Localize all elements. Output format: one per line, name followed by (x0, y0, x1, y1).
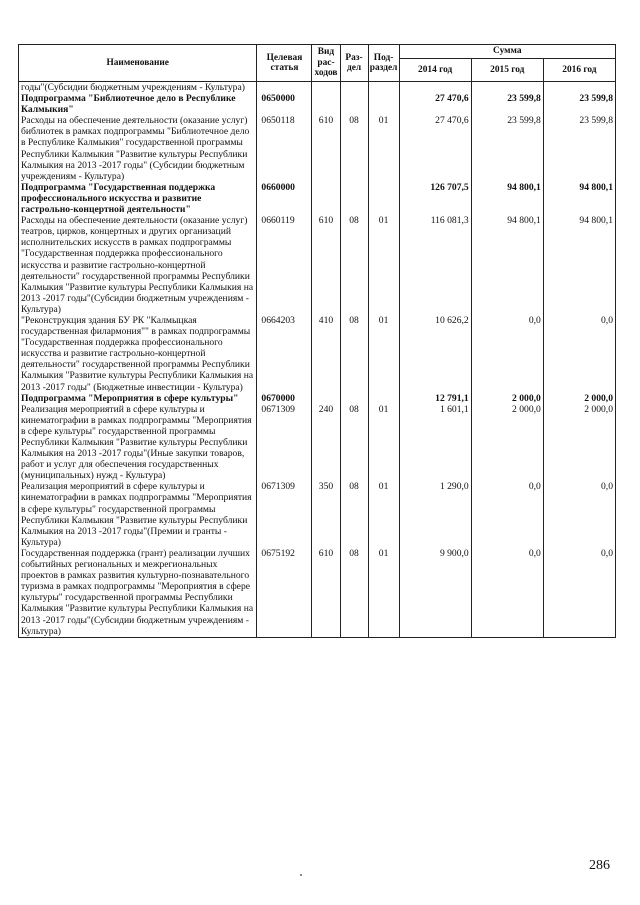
page-number: 286 (589, 858, 610, 873)
header-code: Целевая статья (257, 45, 312, 82)
row-podrazdel: 01 (368, 215, 399, 315)
row-name: Расходы на обеспечение деятельности (оказание услуг) театров, цирков, концертных и других организаций исполнительских искусств в рамках подпрограммы "Государственная поддержка профессионального искусства и развитие гастрольно-концертной деятельности" государственной программы Республики Калмыкия "Развитие культуры Республики Калмыкия на 2013 -2017 годы"(Субсидии бюджетным учреждениям - Культура) (19, 215, 257, 315)
row-code: 0660119 (257, 215, 312, 315)
header-razdel: Раз- дел (340, 45, 368, 82)
row-sum-2016: 0,0 (543, 548, 615, 637)
row-razdel: 08 (340, 481, 368, 548)
row-razdel (340, 82, 368, 94)
row-razdel: 08 (340, 115, 368, 182)
row-razdel: 08 (340, 315, 368, 393)
row-razdel (340, 93, 368, 115)
row-sum-2015: 2 000,0 (471, 404, 543, 482)
row-vid (312, 182, 340, 215)
row-code: 0670000 (257, 393, 312, 404)
row-podrazdel: 01 (368, 481, 399, 548)
row-name: Государственная поддержка (грант) реализации лучших событийных региональных и межрегиональных проектов в рамках развития культурно-познавательного туризма в рамках подпрограммы "Мероприятия в сфере культуры" государственной программы Республики Калмыкия "Развитие культуры Республики Калмыкия на 2013 -2017 годы"(Субсидии бюджетным учреждениям - Культура) (19, 548, 257, 637)
row-vid (312, 82, 340, 94)
table-row (19, 481, 616, 548)
row-sum-2016: 94 800,1 (543, 215, 615, 315)
row-sum-2016: 2 000,0 (543, 404, 615, 482)
row-sum-2014: 12 791,1 (399, 393, 471, 404)
header-podrazdel: Под- раздел (368, 45, 399, 82)
row-name: "Реконструкция здания БУ РК "Калмыцкая государственная филармония"" в рамках подпрограммы "Государственная поддержка профессионального искусства и развитие гастрольно-концертной деятельности" государственной программы Республики Калмыкия "Развитие культуры Республики Калмыкия на 2013 -2017 годы" (Бюджетные инвестиции - Культура) (19, 315, 257, 393)
row-sum-2014: 126 707,5 (399, 182, 471, 215)
row-name: Реализация мероприятий в сфере культуры и кинематографии в рамках подпрограммы "Мероприятия в сфере культуры" государственной программы Республики Калмыкия "Развитие культуры Республики Калмыкия на 2013 -2017 годы"(Премии и гранты - Культура) (19, 481, 257, 548)
table-row (19, 315, 616, 393)
row-vid: 350 (312, 481, 340, 548)
subprogram-row (19, 93, 616, 115)
row-name: Подпрограмма "Библиотечное дело в Республике Калмыкия" (19, 93, 257, 115)
header-2014: 2014 год (399, 59, 471, 82)
row-podrazdel: 01 (368, 315, 399, 393)
table-row (19, 115, 616, 182)
row-vid: 610 (312, 215, 340, 315)
table-body (19, 82, 616, 638)
row-sum-2015: 23 599,8 (471, 93, 543, 115)
row-sum-2015: 23 599,8 (471, 115, 543, 182)
row-vid: 610 (312, 115, 340, 182)
header-sum: Сумма (399, 45, 615, 59)
row-sum-2014: 27 470,6 (399, 93, 471, 115)
table-row (19, 215, 616, 315)
row-sum-2014: 1 290,0 (399, 481, 471, 548)
row-name: Подпрограмма "Государственная поддержка профессионального искусства и развитие гастрольно-концертной деятельности" (19, 182, 257, 215)
header-2015: 2015 год (471, 59, 543, 82)
row-sum-2015: 0,0 (471, 315, 543, 393)
row-razdel: 08 (340, 215, 368, 315)
row-podrazdel: 01 (368, 404, 399, 482)
row-sum-2015: 0,0 (471, 548, 543, 637)
row-vid: 240 (312, 404, 340, 482)
budget-table (18, 44, 616, 638)
row-sum-2016: 2 000,0 (543, 393, 615, 404)
subprogram-row (19, 393, 616, 404)
row-code: 0675192 (257, 548, 312, 637)
row-podrazdel (368, 393, 399, 404)
row-podrazdel (368, 82, 399, 94)
row-podrazdel: 01 (368, 115, 399, 182)
row-razdel: 08 (340, 548, 368, 637)
row-razdel (340, 182, 368, 215)
row-razdel (340, 393, 368, 404)
header-vid: Вид рас- ходов (312, 45, 340, 82)
row-code: 0664203 (257, 315, 312, 393)
row-code: 0650118 (257, 115, 312, 182)
subprogram-row (19, 182, 616, 215)
row-name: Реализация мероприятий в сфере культуры и кинематографии в рамках подпрограммы "Мероприятия в сфере культуры" государственной программы Республики Калмыкия "Развитие культуры Республики Калмыкия на 2013 -2017 годы"(Иные закупки товаров, работ и услуг для обеспечения государственных (муниципальных) нужд - Культура) (19, 404, 257, 482)
row-sum-2014: 116 081,3 (399, 215, 471, 315)
row-code (257, 82, 312, 94)
row-vid: 410 (312, 315, 340, 393)
row-name: годы"(Субсидии бюджетным учреждениям - Культура) (19, 82, 257, 94)
scan-dot (300, 874, 302, 876)
row-sum-2015: 2 000,0 (471, 393, 543, 404)
row-sum-2014: 1 601,1 (399, 404, 471, 482)
table-row (19, 82, 616, 94)
row-sum-2016: 0,0 (543, 481, 615, 548)
row-sum-2016 (543, 82, 615, 94)
row-sum-2015: 0,0 (471, 481, 543, 548)
row-sum-2014 (399, 82, 471, 94)
row-sum-2015: 94 800,1 (471, 215, 543, 315)
row-code: 0671309 (257, 481, 312, 548)
row-vid (312, 93, 340, 115)
row-code: 0671309 (257, 404, 312, 482)
row-sum-2016: 94 800,1 (543, 182, 615, 215)
row-sum-2015: 94 800,1 (471, 182, 543, 215)
row-vid: 610 (312, 548, 340, 637)
header-name: Наименование (19, 45, 257, 82)
row-sum-2016: 0,0 (543, 315, 615, 393)
row-podrazdel: 01 (368, 548, 399, 637)
row-podrazdel (368, 182, 399, 215)
row-name: Подпрограмма "Мероприятия в сфере культуры" (19, 393, 257, 404)
row-code: 0650000 (257, 93, 312, 115)
table-row (19, 548, 616, 637)
row-sum-2016: 23 599,8 (543, 93, 615, 115)
row-sum-2014: 9 900,0 (399, 548, 471, 637)
table-row (19, 404, 616, 482)
row-podrazdel (368, 93, 399, 115)
row-sum-2015 (471, 82, 543, 94)
row-vid (312, 393, 340, 404)
row-sum-2014: 10 626,2 (399, 315, 471, 393)
row-sum-2014: 27 470,6 (399, 115, 471, 182)
row-code: 0660000 (257, 182, 312, 215)
row-razdel: 08 (340, 404, 368, 482)
row-sum-2016: 23 599,8 (543, 115, 615, 182)
row-name: Расходы на обеспечение деятельности (оказание услуг) библиотек в рамках подпрограммы "Библиотечное дело в Республике Калмыкия" государственной программы Республики Калмыкия "Развитие культуры Республики Калмыкия на 2013 -2017 годы" (Субсидии бюджетным учреждениям - Культура) (19, 115, 257, 182)
header-2016: 2016 год (543, 59, 615, 82)
